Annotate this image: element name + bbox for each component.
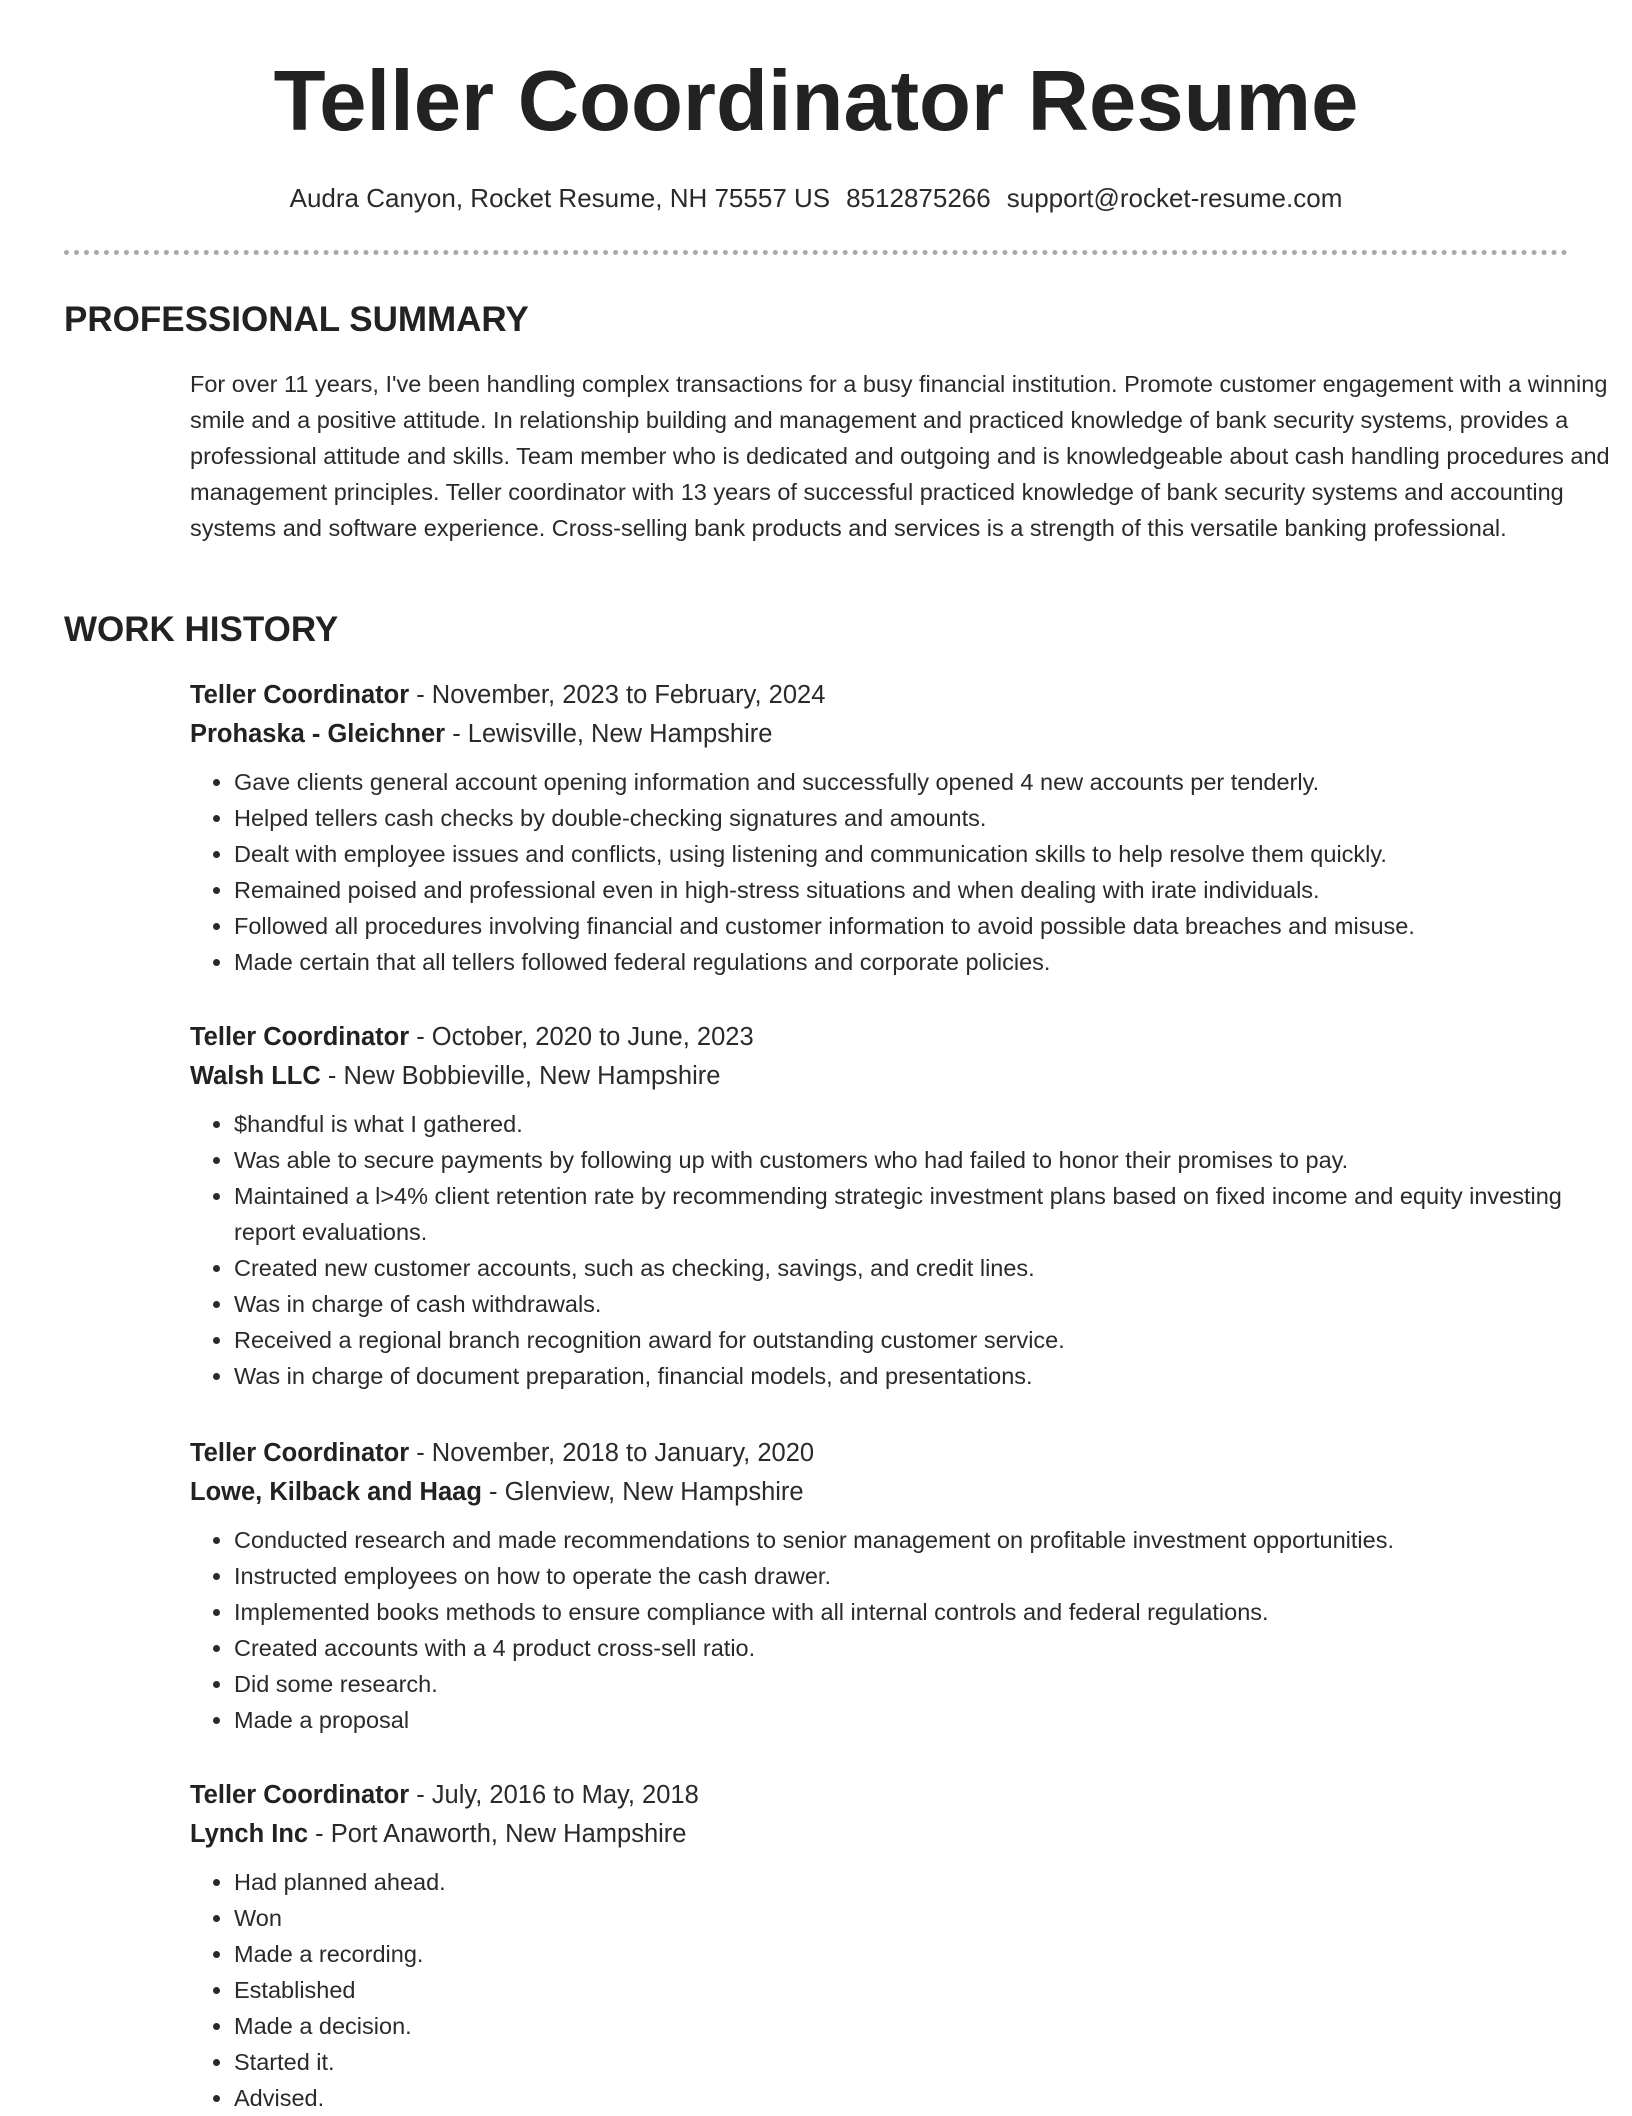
job-company: Walsh LLC	[190, 1062, 321, 1090]
job-dates: - July, 2016 to May, 2018	[409, 1781, 699, 1809]
job-entry	[190, 676, 1610, 980]
job-dates: - November, 2018 to January, 2020	[409, 1439, 815, 1467]
job-title-line	[190, 1434, 1610, 1473]
job-role: Teller Coordinator	[190, 1781, 410, 1809]
bullet-item: • Started it.	[234, 2044, 1610, 2080]
job-title-line	[190, 1776, 1610, 1815]
job-dates: - November, 2023 to February, 2024	[409, 681, 826, 709]
bullet-item: • Did some research.	[234, 1666, 1610, 1702]
job-location: - Glenview, New Hampshire	[481, 1478, 804, 1506]
bullet-item: • Established	[234, 1972, 1610, 2008]
bullet-item: • Made certain that all tellers followed federal regulations and corporate policies.	[234, 944, 1610, 980]
bullet-item: • Won	[234, 1900, 1610, 1936]
summary-text: For over 11 years, I've been handling complex transactions for a busy financial institution. Promote customer engagement with a winning smile and a positive attitude. In relationship building and management and practiced knowledge of bank security systems, provides a professional attitude and skills. Team member who is dedicated and outgoing and is knowledgeable about cash handling procedures and management principles. Teller coordinator with 13 years of successful practiced knowledge of bank security systems and accounting systems and software experience. Cross-selling bank products and services is a strength of this versatile banking professional.	[190, 371, 1610, 541]
job-location: - New Bobbieville, New Hampshire	[320, 1062, 721, 1090]
bullet-item: • Maintained a l>4% client retention rate by recommending strategic investment plans based on fixed income and equity investing report evaluations.	[234, 1178, 1610, 1250]
job-bullets	[190, 1106, 1610, 1394]
job-role: Teller Coordinator	[190, 1023, 410, 1051]
job-company-line	[190, 715, 1610, 754]
contact-address: Audra Canyon, Rocket Resume, NH 75557 US	[289, 183, 831, 213]
bullet-item: • Implemented books methods to ensure compliance with all internal controls and federal regulations.	[234, 1594, 1610, 1630]
work-history-heading: WORK HISTORY	[64, 610, 339, 649]
bullet-item: • Made a decision.	[234, 2008, 1610, 2044]
job-dates: - October, 2020 to June, 2023	[409, 1023, 754, 1051]
bullet-item: • Was able to secure payments by following up with customers who had failed to honor their promises to pay.	[234, 1142, 1610, 1178]
bullet-item: • Received a regional branch recognition award for outstanding customer service.	[234, 1322, 1610, 1358]
bullet-item: • Made a proposal	[234, 1702, 1610, 1738]
bullet-item: • Dealt with employee issues and conflicts, using listening and communication skills to help resolve them quickly.	[234, 836, 1610, 872]
job-company: Prohaska - Gleichner	[190, 720, 446, 748]
resume-title: Teller Coordinator Resume	[273, 54, 1359, 149]
bullet-item: • Helped tellers cash checks by double-checking signatures and amounts.	[234, 800, 1610, 836]
job-bullets	[190, 1864, 1610, 2116]
job-company-line	[190, 1473, 1610, 1512]
job-bullets	[190, 1522, 1610, 1738]
bullet-item: • Created accounts with a 4 product cross-sell ratio.	[234, 1630, 1610, 1666]
job-company: Lynch Inc	[190, 1820, 309, 1848]
job-title-line	[190, 676, 1610, 715]
bullet-item: • Followed all procedures involving financial and customer information to avoid possible data breaches and misuse.	[234, 908, 1610, 944]
job-location: - Lewisville, New Hampshire	[445, 720, 773, 748]
bullet-item: • Made a recording.	[234, 1936, 1610, 1972]
job-company-line	[190, 1815, 1610, 1854]
bullet-item: • Gave clients general account opening information and successfully opened 4 new accounts per tenderly.	[234, 764, 1610, 800]
job-company-line	[190, 1057, 1610, 1096]
bullet-item: • Advised.	[234, 2080, 1610, 2116]
job-role: Teller Coordinator	[190, 681, 410, 709]
summary-heading: PROFESSIONAL SUMMARY	[64, 300, 529, 339]
bullet-item: • Remained poised and professional even in high-stress situations and when dealing with irate individuals.	[234, 872, 1610, 908]
job-location: - Port Anaworth, New Hampshire	[308, 1820, 687, 1848]
bullet-item: • Had planned ahead.	[234, 1864, 1610, 1900]
contact-info	[64, 180, 1568, 216]
contact-phone: 8512875266	[846, 183, 991, 213]
bullet-item: • $handful is what I gathered.	[234, 1106, 1610, 1142]
contact-email[interactable]: support@rocket-resume.com	[1006, 183, 1343, 213]
job-role: Teller Coordinator	[190, 1439, 410, 1467]
bullet-item: • Created new customer accounts, such as checking, savings, and credit lines.	[234, 1250, 1610, 1286]
bullet-item: • Conducted research and made recommendations to senior management on profitable investment opportunities.	[234, 1522, 1610, 1558]
job-title-line	[190, 1018, 1610, 1057]
job-company: Lowe, Kilback and Haag	[190, 1478, 482, 1506]
bullet-item: • Instructed employees on how to operate the cash drawer.	[234, 1558, 1610, 1594]
bullet-item: • Was in charge of cash withdrawals.	[234, 1286, 1610, 1322]
job-entry	[190, 1776, 1610, 2116]
job-entry	[190, 1018, 1610, 1394]
bullet-item: • Was in charge of document preparation, financial models, and presentations.	[234, 1358, 1610, 1394]
job-bullets	[190, 764, 1610, 980]
job-entry	[190, 1434, 1610, 1738]
header-divider	[64, 250, 1568, 255]
